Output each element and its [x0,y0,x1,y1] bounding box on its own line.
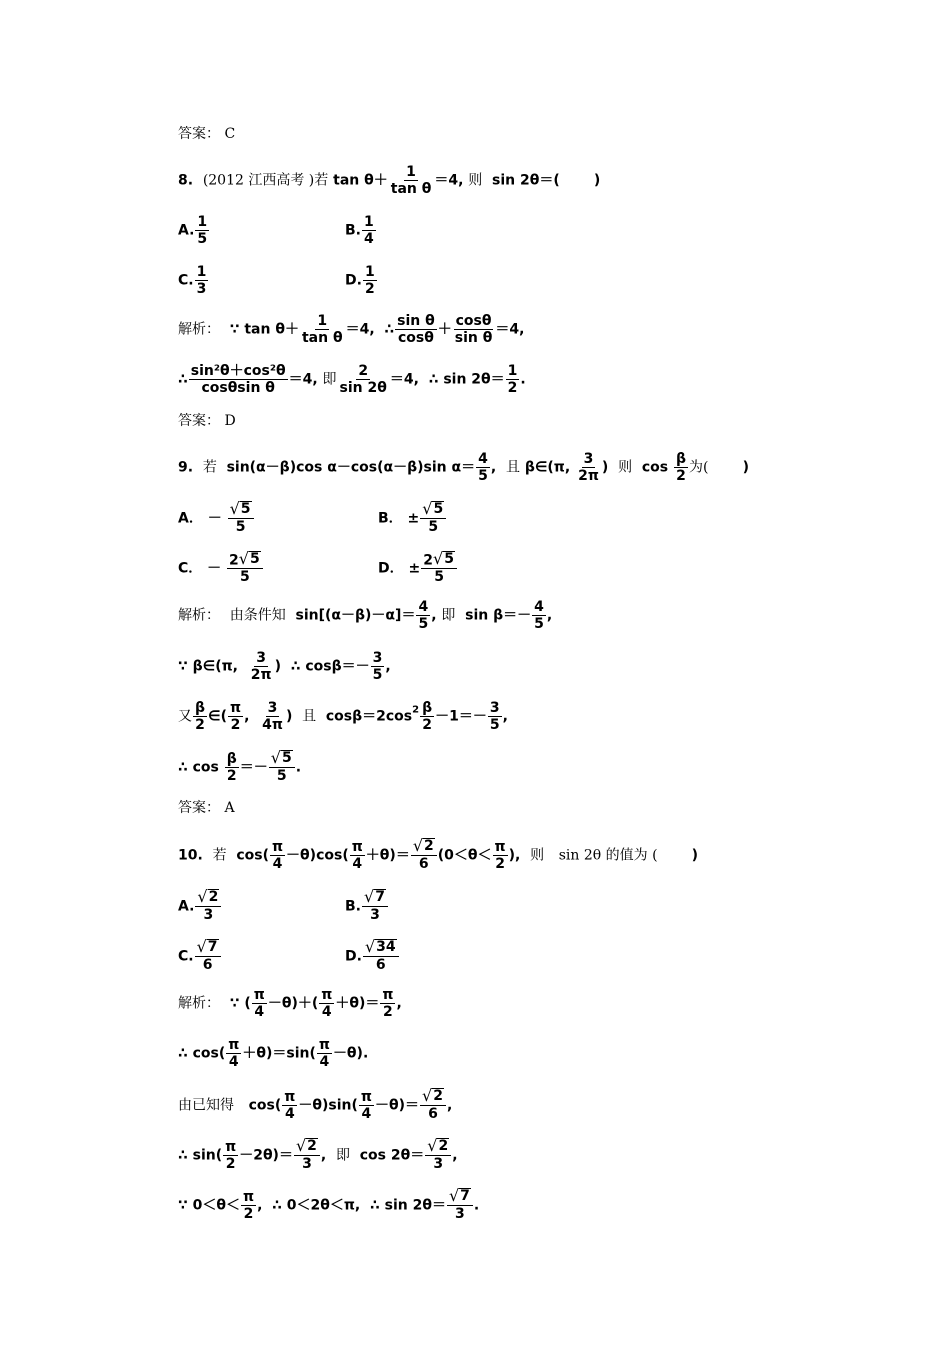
option-10-b: B. √ 7 3 [345,889,389,924]
option-9-a: A． － √ 5 5 [178,501,255,536]
option-9-b: B． ± √ 5 5 [378,501,447,536]
solution-8-line-2: ∴ $\frac{\text{sin²θ＋cos²θ}}{\text{cosθsin θ}}$ ＝4, 即 $\frac{2}{\sin 2\theta}$ ＝4, ∴ sin 2θ＝ $\frac{1}{2}$ . [178,363,526,397]
solution-10-line-4: ∴ sin( $\frac{\pi}{2}$ －2θ)＝ √ 2 3 , 即 cos 2θ＝ √ 2 3 , [178,1136,458,1173]
answer-8: 答案： D [178,413,236,429]
option-8-a: A. $\frac{1}{5}$ [178,214,208,248]
option-9-c: C． － 2 √ 5 5 [178,551,264,586]
question-9-stem: 9. 若 sin(α－β)cos α－cos(α－β)sin α＝ $\frac{4}{5}$ , 且 β∈(π, $\frac{3}{2\pi}$ ) 则 cos $\frac{\beta}{2}$ 为( ) [178,451,749,485]
solution-10-line-1: 解析： ∵ ( $\frac{\pi}{4}$ －θ)＋( $\frac{\pi}{4}$ ＋θ)＝ $\frac{\pi}{2}$ , [178,987,402,1021]
solution-9-line-4: ∴ cos $\frac{\beta}{2}$ ＝－ √ 5 5 . [178,748,302,785]
option-8-b: B. $\frac{1}{4}$ [345,214,374,248]
option-10-a: A. √ 2 3 [178,889,222,924]
option-9-d: D． ± 2 √ 5 5 [378,551,458,586]
question-8-stem: 8. (2012 江西高考 )若 tan θ＋ $\frac{1}{\text{tan θ}}$ ＝4, 则 sin 2θ＝( ) [178,164,601,198]
solution-9-line-2: ∵ β∈(π, $\frac{3}{2\pi}$ ) ∴ cosβ＝－ $\frac{3}{5}$ , [178,650,391,684]
solution-8-line-1: 解析： ∵ tan θ＋ $\frac{1}{\text{tan θ}}$ ＝4, ∴ $\frac{\text{sin θ}}{\cos\theta}$ ＋ $\frac{\cos\theta}{\text{sin θ}}$ ＝4, [178,313,525,347]
option-10-c: C. √ 7 6 [178,939,222,974]
solution-10-line-5: ∵ 0＜θ＜ $\frac{\pi}{2}$ , ∴ 0＜2θ＜π, ∴ sin 2θ＝ √ 7 3 . [178,1186,480,1223]
solution-10-line-2: ∴ cos( $\frac{\pi}{4}$ ＋θ)＝sin( $\frac{\pi}{4}$ －θ). [178,1037,369,1071]
question-10-stem: 10. 若 cos( $\frac{\pi}{4}$ －θ)cos( $\frac{\pi}{4}$ ＋θ)＝ √ 2 6 (0＜θ＜ $\frac{\pi}{2}$ ), 则 sin 2θ 的值为 ( ) [178,836,699,873]
solution-9-line-3: 又 $\frac{\beta}{2}$ ∈( $\frac{\pi}{2}$ , $\frac{3}{4\pi}$ ) 且 $\cos\beta=2\cos^2$ $\frac{\beta}{2}$ －1＝－ $\frac{3}{5}$ , [178,700,508,734]
solution-9-line-1: 解析： 由条件知 sin[(α－β)－α]＝ $\frac{4}{5}$ , 即 sin β＝－ $\frac{4}{5}$ , [178,599,553,633]
answer-7: 答案： C [178,126,236,142]
option-8-d: D. $\frac{1}{2}$ [345,264,375,298]
answer-9: 答案： A [178,800,235,816]
solution-10-line-3: 由已知得 cos( $\frac{\pi}{4}$ －θ)sin( $\frac{\pi}{4}$ －θ)＝ √ 2 6 , [178,1086,453,1123]
option-8-c: C. $\frac{1}{3}$ [178,264,207,298]
option-10-d: D. √ 34 6 [345,939,400,974]
